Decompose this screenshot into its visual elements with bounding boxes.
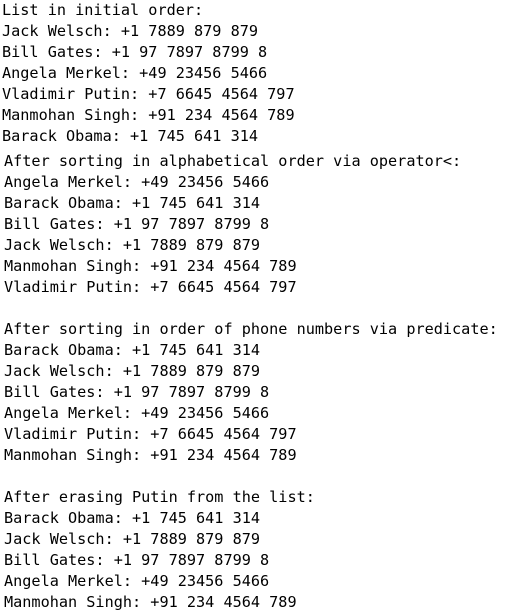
list-item: Bill Gates: +1 97 7897 8799 8	[2, 43, 268, 61]
list-item: Vladimir Putin: +7 6645 4564 797	[2, 85, 295, 103]
list-item: Vladimir Putin: +7 6645 4564 797	[4, 278, 297, 296]
list-item: Angela Merkel: +49 23456 5466	[4, 173, 270, 191]
list-item: Manmohan Singh: +91 234 4564 789	[2, 106, 295, 124]
section-heading: After sorting in order of phone numbers via predicate:	[4, 320, 498, 338]
list-item: Barack Obama: +1 745 641 314	[4, 341, 261, 359]
list-item: Barack Obama: +1 745 641 314	[4, 194, 261, 212]
section-heading: After sorting in alphabetical order via operator<:	[4, 152, 462, 170]
list-item: Jack Welsch: +1 7889 879 879	[4, 236, 261, 254]
list-item: Bill Gates: +1 97 7897 8799 8	[4, 551, 270, 569]
list-item: Angela Merkel: +49 23456 5466	[4, 572, 270, 590]
list-item: Barack Obama: +1 745 641 314	[2, 127, 259, 145]
list-item: Jack Welsch: +1 7889 879 879	[4, 362, 261, 380]
list-item: Angela Merkel: +49 23456 5466	[2, 64, 268, 82]
list-item: Jack Welsch: +1 7889 879 879	[2, 22, 259, 40]
list-item: Bill Gates: +1 97 7897 8799 8	[4, 383, 270, 401]
list-item: Jack Welsch: +1 7889 879 879	[4, 530, 261, 548]
list-item: Manmohan Singh: +91 234 4564 789	[4, 593, 297, 611]
list-item: Angela Merkel: +49 23456 5466	[4, 404, 270, 422]
list-item: Manmohan Singh: +91 234 4564 789	[4, 446, 297, 464]
list-item: Barack Obama: +1 745 641 314	[4, 509, 261, 527]
section-heading: After erasing Putin from the list:	[4, 488, 315, 506]
list-item: Manmohan Singh: +91 234 4564 789	[4, 257, 297, 275]
list-item: Bill Gates: +1 97 7897 8799 8	[4, 215, 270, 233]
section-heading: List in initial order:	[2, 1, 204, 19]
list-item: Vladimir Putin: +7 6645 4564 797	[4, 425, 297, 443]
